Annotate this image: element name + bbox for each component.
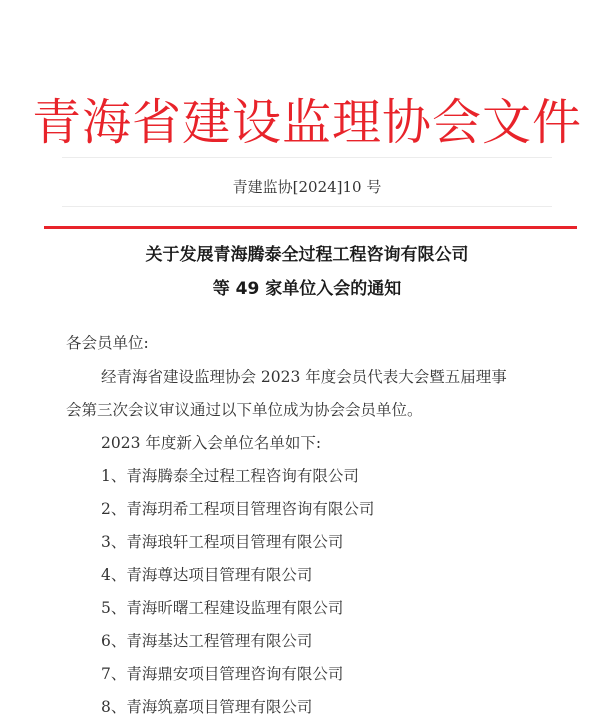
notice-title-line-2: 等 49 家单位入会的通知 — [212, 279, 402, 299]
header-divider-top — [62, 157, 552, 158]
member-list-item: 4、青海尊达项目管理有限公司 — [101, 566, 313, 584]
masthead-title: 青海省建设监理协会文件 — [31, 94, 582, 151]
header-divider-bottom — [62, 206, 552, 207]
member-list-item: 6、青海基达工程管理有限公司 — [101, 632, 313, 650]
paragraph-line-2: 会第三次会议审议通过以下单位成为协会会员单位。 — [66, 401, 423, 419]
red-separator-rule — [44, 226, 577, 229]
member-list-item: 3、青海琅轩工程项目管理有限公司 — [101, 533, 344, 551]
document-number: 青建监协[2024]10 号 — [232, 178, 382, 196]
paragraph-line-1: 经青海省建设监理协会 2023 年度会员代表大会暨五届理事 — [101, 368, 507, 386]
member-list-intro: 2023 年度新入会单位名单如下: — [101, 434, 322, 452]
notice-title-line-1: 关于发展青海腾泰全过程工程咨询有限公司 — [145, 245, 469, 265]
member-list-item: 2、青海玥希工程项目管理咨询有限公司 — [101, 500, 375, 518]
member-list-item: 5、青海昕曙工程建设监理有限公司 — [101, 599, 344, 617]
salutation: 各会员单位: — [66, 334, 149, 352]
member-list-item: 7、青海鼎安项目管理咨询有限公司 — [101, 665, 344, 683]
member-list-item: 1、青海腾泰全过程工程咨询有限公司 — [101, 467, 359, 485]
member-list-item: 8、青海筑嘉项目管理有限公司 — [101, 698, 313, 716]
